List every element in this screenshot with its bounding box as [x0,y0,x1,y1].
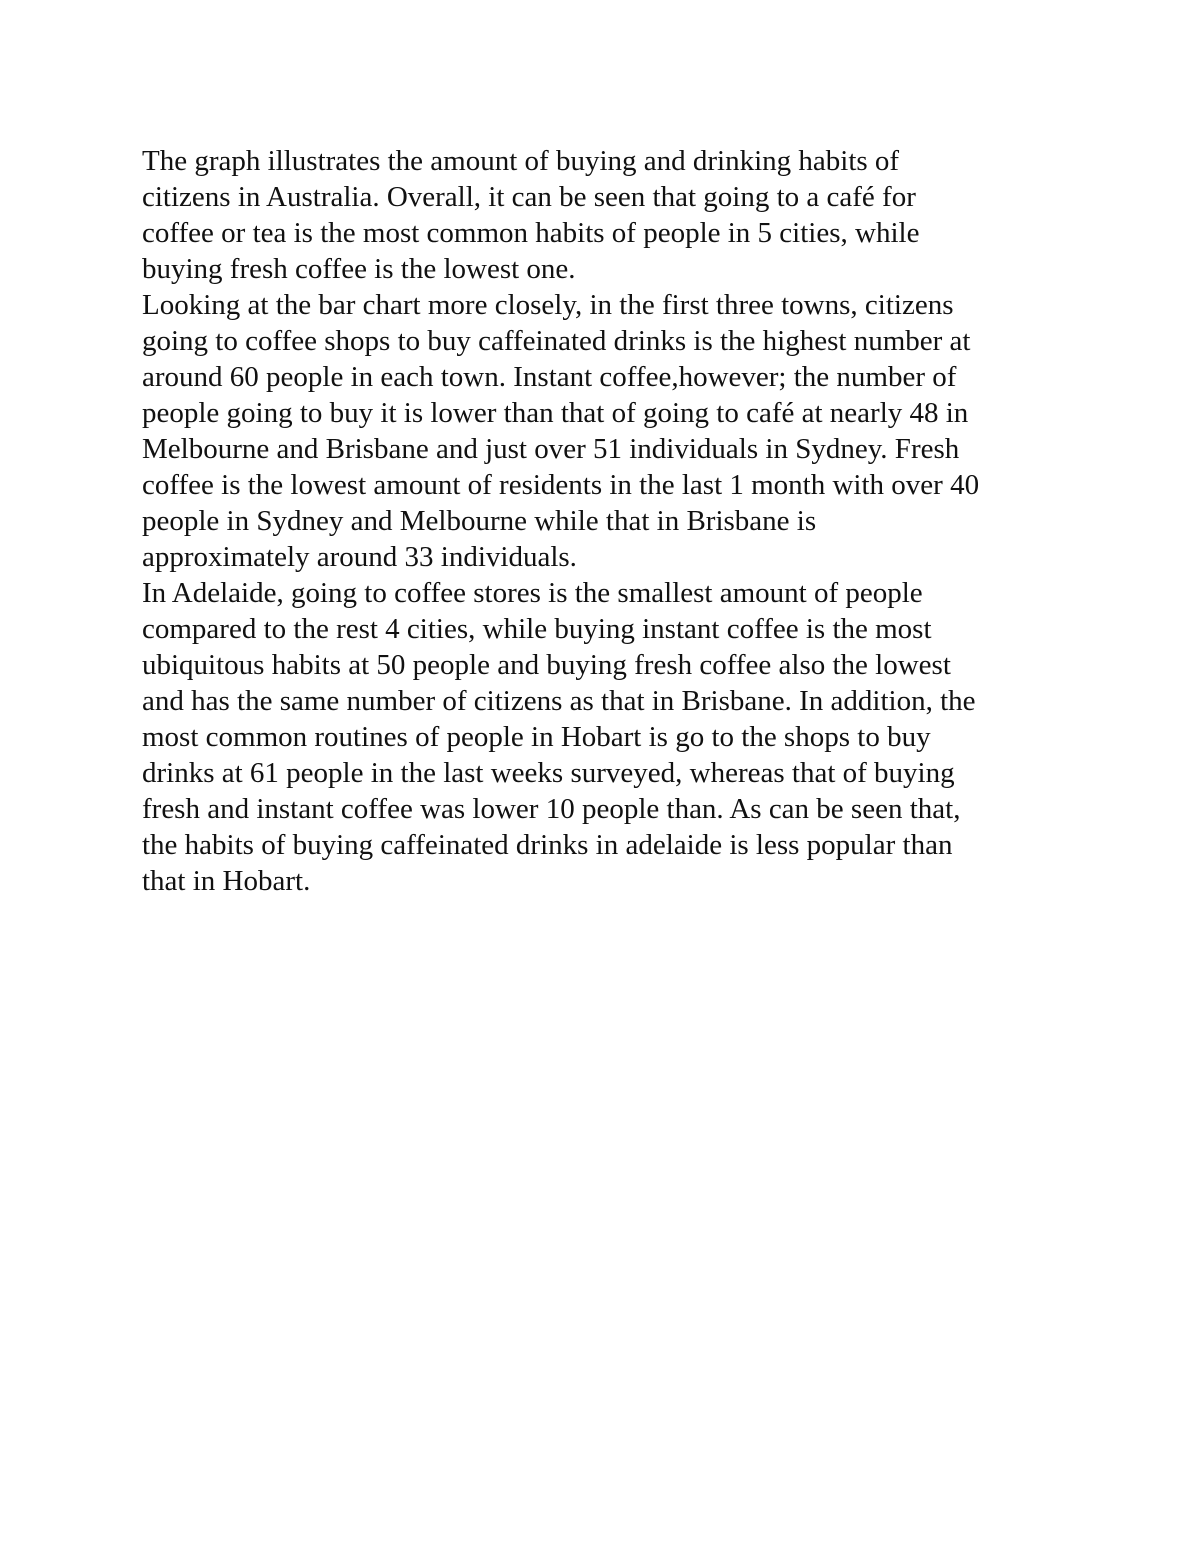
text-line: Melbourne and Brisbane and just over 51 individuals in Sydney. Fresh [142,433,960,465]
text-line: and has the same number of citizens as that in Brisbane. In addition, the [142,685,976,717]
text-line: people in Sydney and Melbourne while that in Brisbane is [142,505,817,537]
text-line: people going to buy it is lower than that of going to café at nearly 48 in [142,397,969,429]
text-line: the habits of buying caffeinated drinks in adelaide is less popular than [142,829,953,861]
text-line: around 60 people in each town. Instant coffee,however; the number of [142,361,957,393]
text-line: most common routines of people in Hobart is go to the shops to buy [142,721,931,753]
text-line: approximately around 33 individuals. [142,541,577,573]
text-line: Looking at the bar chart more closely, in the first three towns, citizens [142,289,954,321]
text-line: buying fresh coffee is the lowest one. [142,253,576,285]
text-line: ubiquitous habits at 50 people and buying fresh coffee also the lowest [142,649,951,681]
text-line: In Adelaide, going to coffee stores is the smallest amount of people [142,577,923,609]
text-line: fresh and instant coffee was lower 10 people than. As can be seen that, [142,793,961,825]
text-line: compared to the rest 4 cities, while buying instant coffee is the most [142,613,932,645]
text-line: going to coffee shops to buy caffeinated drinks is the highest number at [142,325,971,357]
text-line: The graph illustrates the amount of buying and drinking habits of [142,145,900,177]
text-line: citizens in Australia. Overall, it can be seen that going to a café for [142,181,916,213]
essay-text [142,143,1062,899]
text-line: coffee or tea is the most common habits of people in 5 cities, while [142,217,920,249]
text-line: drinks at 61 people in the last weeks surveyed, whereas that of buying [142,757,955,789]
text-line: coffee is the lowest amount of residents in the last 1 month with over 40 [142,469,980,501]
text-line: that in Hobart. [142,865,311,897]
